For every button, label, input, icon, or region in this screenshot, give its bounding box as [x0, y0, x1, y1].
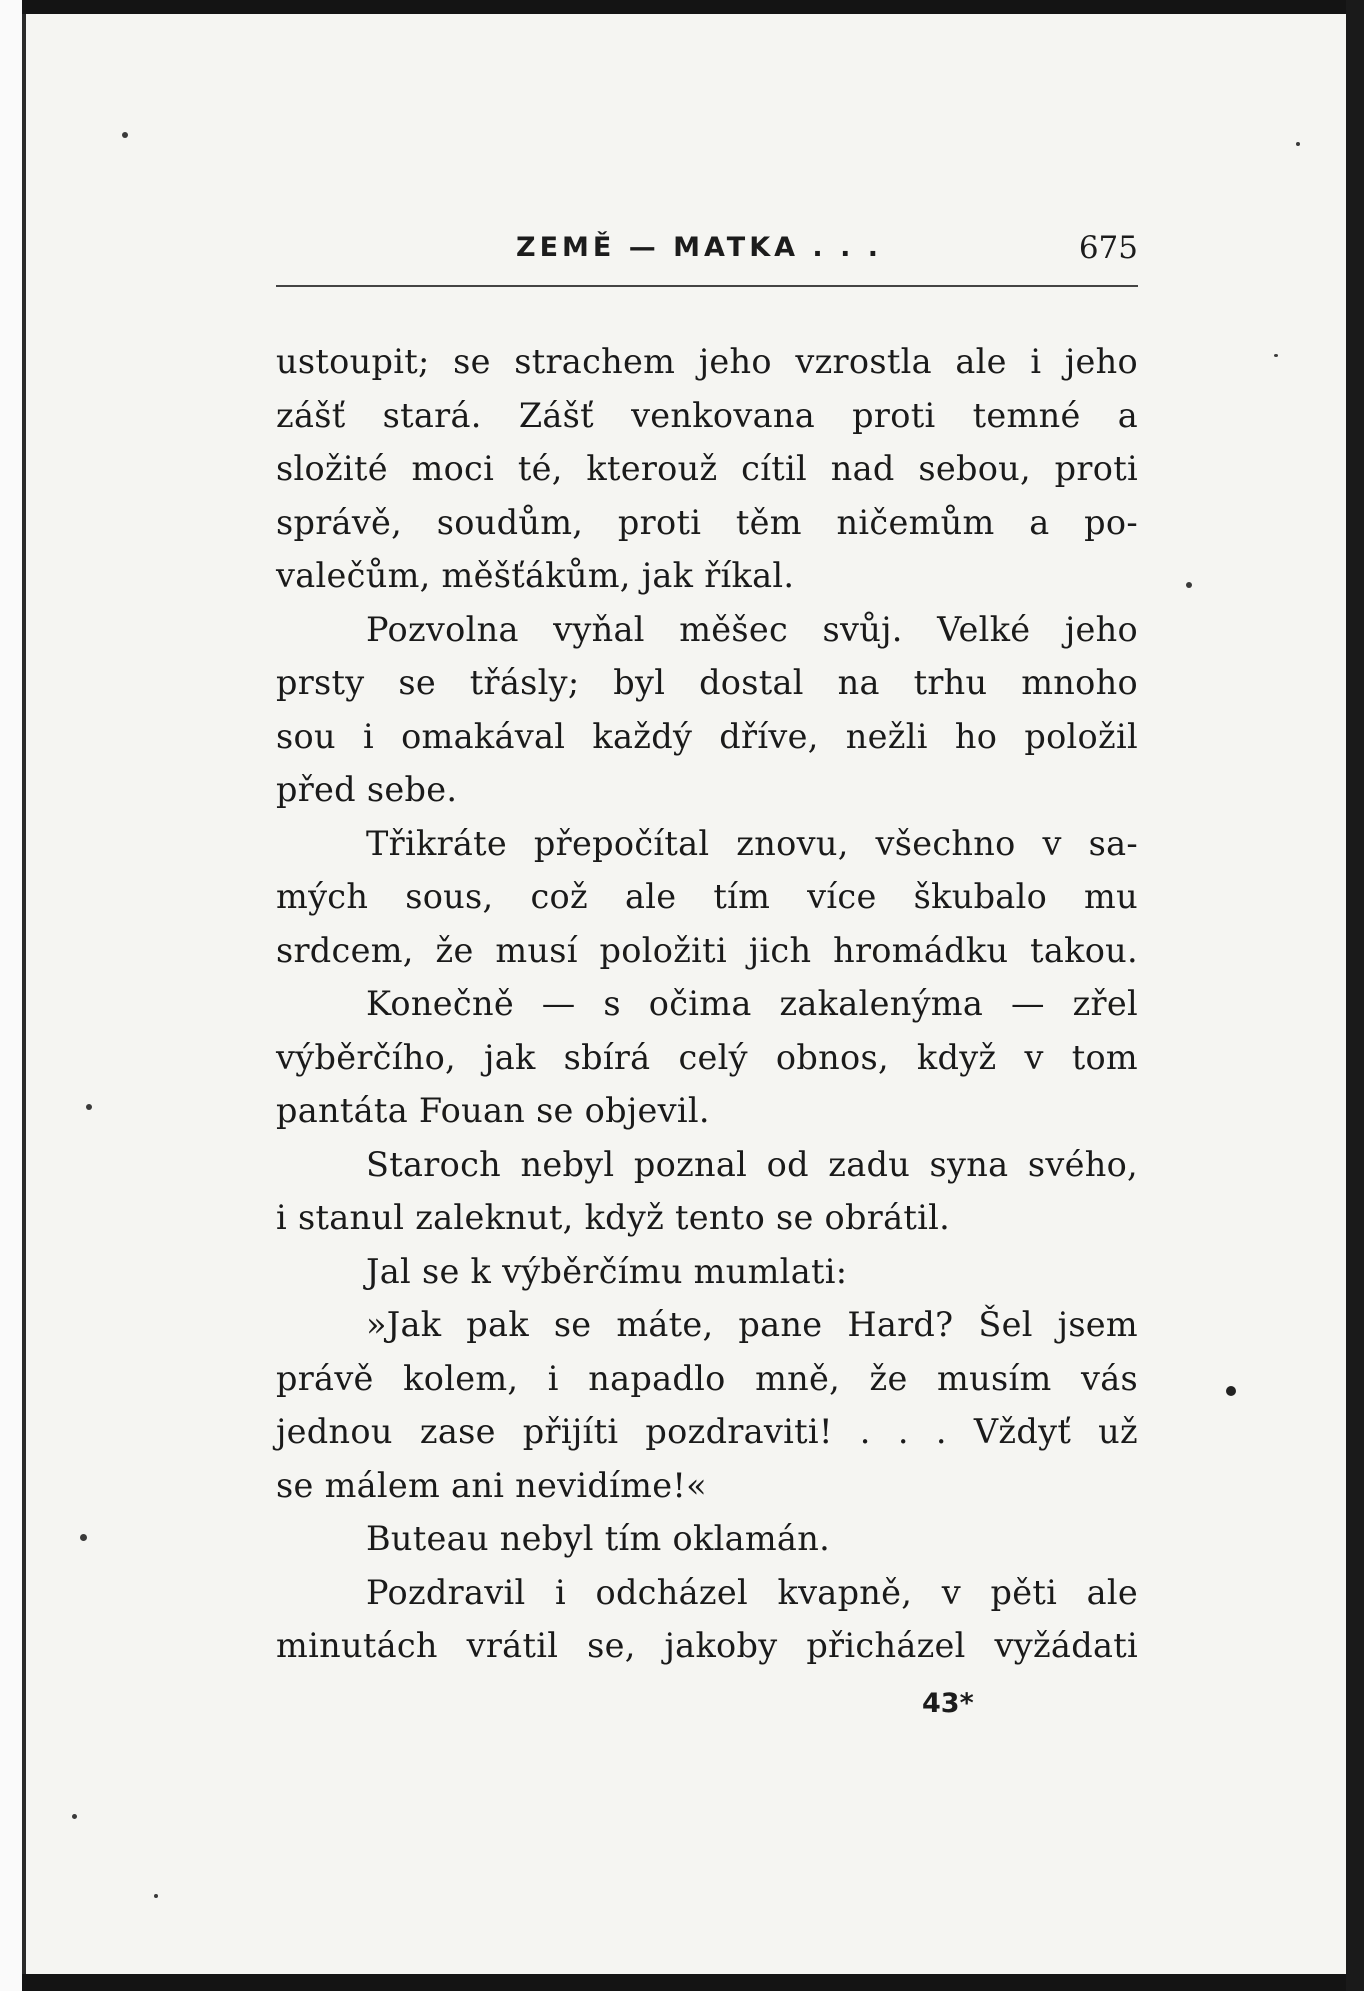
- text-line: Buteau nebyl tím oklamán.: [366, 1519, 831, 1558]
- scan-border: [1346, 0, 1364, 1991]
- text-line: Pozdravil i odcházel kvapně, v pěti ale: [366, 1572, 1138, 1612]
- text-line: Konečně — s očima zakalenýma — zřel: [366, 984, 1138, 1023]
- text-line: valečům, měšťákům, jak říkal.: [276, 556, 795, 595]
- header-rule: [276, 285, 1138, 287]
- text-line: minutách vrátil se, jakoby přicházel vyžádati: [276, 1626, 1138, 1665]
- binding-edge: [0, 0, 22, 1991]
- page-number: 675: [1078, 230, 1138, 266]
- body-text: [276, 335, 1138, 1673]
- running-title: ZEMĚ — MATKA . . .: [516, 232, 883, 263]
- text-line: prsty se třásly; byl dostal na trhu mnoho: [276, 663, 1138, 702]
- text-line: pantáta Fouan se objevil.: [276, 1091, 710, 1130]
- signature-mark: 43*: [922, 1688, 974, 1719]
- text-line: srdcem, že musí položiti jich hromádku takou.: [276, 930, 1138, 970]
- text-line: Třikráte přepočítal znovu, všechno v sa-: [366, 823, 1138, 863]
- text-line: složité moci té, kterouž cítil nad sebou, proti: [276, 449, 1138, 488]
- text-line: Pozvolna vyňal měšec svůj. Velké jeho: [366, 609, 1138, 649]
- text-line: ustoupit; se strachem jeho vzrostla ale i jeho: [276, 342, 1138, 381]
- running-header: [276, 226, 1138, 276]
- text-line: i stanul zaleknut, když tento se obrátil.: [276, 1198, 951, 1237]
- text-line: »Jak pak se máte, pane Hard? Šel jsem: [366, 1305, 1138, 1344]
- text-line: jednou zase přijíti pozdraviti! . . . Vždyť už: [276, 1412, 1138, 1451]
- text-line: před sebe.: [276, 770, 458, 809]
- text-line: Jal se k výběrčímu mumlati:: [366, 1251, 848, 1291]
- text-line: Staroch nebyl poznal od zadu syna svého,: [366, 1144, 1138, 1184]
- text-line: zášť stará. Zášť venkovana proti temné a: [276, 395, 1138, 435]
- text-line: sou i omakával každý dříve, nežli ho položil: [276, 716, 1138, 756]
- text-line: se málem ani nevidíme!«: [276, 1465, 707, 1505]
- text-line: mých sous, což ale tím více škubalo mu: [276, 877, 1138, 916]
- text-line: výběrčího, jak sbírá celý obnos, když v tom: [276, 1037, 1138, 1077]
- text-line: právě kolem, i napadlo mně, že musím vás: [276, 1358, 1138, 1398]
- text-line: správě, soudům, proti těm ničemům a po-: [276, 502, 1138, 542]
